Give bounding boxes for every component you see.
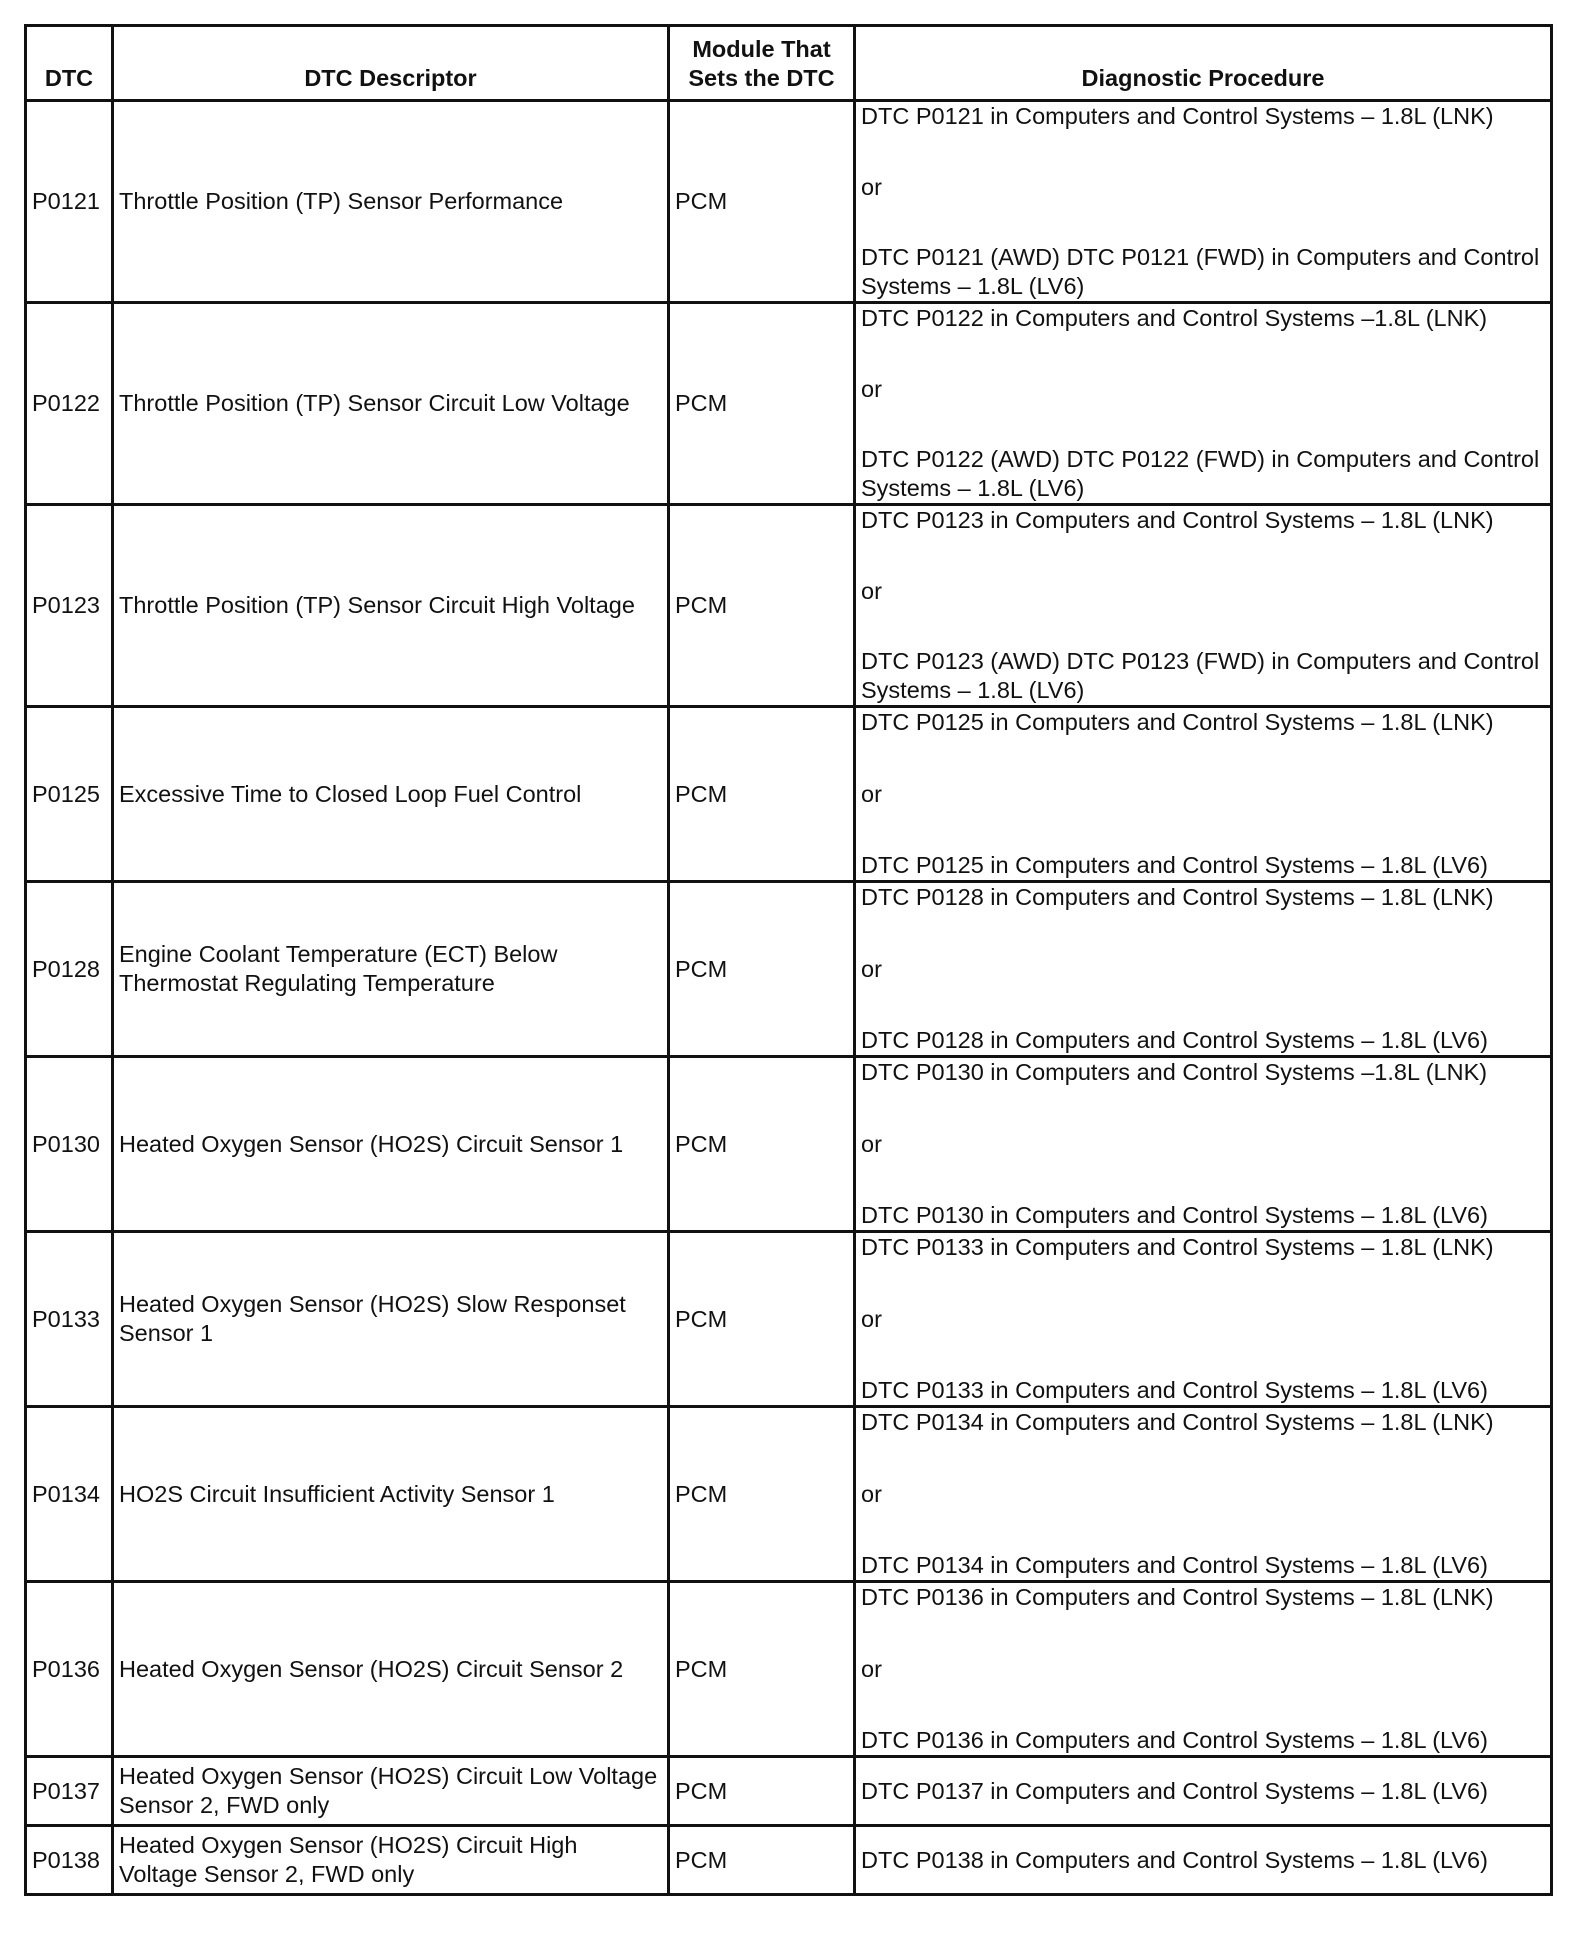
procedure-first: DTC P0125 in Computers and Control Systems – 1.8L (LNK) xyxy=(861,709,1494,735)
dtc-table xyxy=(24,24,1553,1896)
dtc-module: PCM xyxy=(669,707,855,882)
header-module-line2: Sets the DTC xyxy=(688,65,835,91)
header-dtc: DTC xyxy=(26,26,113,101)
procedure-second: DTC P0128 in Computers and Control Systems – 1.8L (LV6) xyxy=(861,1027,1488,1053)
procedure-first: DTC P0121 in Computers and Control Systems – 1.8L (LNK) xyxy=(861,103,1494,129)
procedure-first: DTC P0133 in Computers and Control Systems – 1.8L (LNK) xyxy=(861,1234,1494,1260)
dtc-code: P0136 xyxy=(26,1582,113,1757)
procedure-second: DTC P0121 (AWD) DTC P0121 (FWD) in Computers and Control Systems – 1.8L (LV6) xyxy=(861,244,1540,299)
dtc-module: PCM xyxy=(669,1232,855,1407)
procedure-or: or xyxy=(861,1480,882,1507)
table-row xyxy=(26,101,1552,303)
dtc-code: P0130 xyxy=(26,1057,113,1232)
dtc-descriptor: Throttle Position (TP) Sensor Circuit Low Voltage xyxy=(113,303,669,505)
procedure-second: DTC P0130 in Computers and Control Systems – 1.8L (LV6) xyxy=(861,1202,1488,1228)
dtc-descriptor: HO2S Circuit Insufficient Activity Sensor 1 xyxy=(113,1407,669,1582)
dtc-code: P0123 xyxy=(26,505,113,707)
dtc-module: PCM xyxy=(669,1407,855,1582)
header-module xyxy=(669,26,855,101)
procedure-first: DTC P0128 in Computers and Control Systems – 1.8L (LNK) xyxy=(861,884,1494,910)
diagnostic-procedure xyxy=(855,1582,1552,1757)
dtc-code: P0137 xyxy=(26,1757,113,1826)
procedure-second: DTC P0133 in Computers and Control Systems – 1.8L (LV6) xyxy=(861,1377,1488,1403)
dtc-descriptor: Engine Coolant Temperature (ECT) Below Thermostat Regulating Temperature xyxy=(113,882,669,1057)
procedure-or: or xyxy=(861,955,882,982)
table-row xyxy=(26,882,1552,1057)
header-descriptor: DTC Descriptor xyxy=(113,26,669,101)
procedure-second: DTC P0123 (AWD) DTC P0123 (FWD) in Computers and Control Systems – 1.8L (LV6) xyxy=(861,648,1540,703)
procedure-first: DTC P0130 in Computers and Control Systems –1.8L (LNK) xyxy=(861,1059,1488,1085)
dtc-descriptor: Heated Oxygen Sensor (HO2S) Slow Responset Sensor 1 xyxy=(113,1232,669,1407)
dtc-code: P0128 xyxy=(26,882,113,1057)
diagnostic-procedure: DTC P0137 in Computers and Control Systems – 1.8L (LV6) xyxy=(855,1757,1552,1826)
dtc-code: P0134 xyxy=(26,1407,113,1582)
diagnostic-procedure xyxy=(855,707,1552,882)
procedure-first: DTC P0136 in Computers and Control Systems – 1.8L (LNK) xyxy=(861,1584,1494,1610)
diagnostic-procedure xyxy=(855,1232,1552,1407)
dtc-module: PCM xyxy=(669,505,855,707)
header-procedure: Diagnostic Procedure xyxy=(855,26,1552,101)
procedure-second: DTC P0136 in Computers and Control Systems – 1.8L (LV6) xyxy=(861,1727,1488,1753)
table-row xyxy=(26,1582,1552,1757)
dtc-descriptor: Heated Oxygen Sensor (HO2S) Circuit High Voltage Sensor 2, FWD only xyxy=(113,1826,669,1895)
dtc-code: P0121 xyxy=(26,101,113,303)
dtc-descriptor: Throttle Position (TP) Sensor Performance xyxy=(113,101,669,303)
procedure-second: DTC P0125 in Computers and Control Systems – 1.8L (LV6) xyxy=(861,852,1488,878)
procedure-or: or xyxy=(861,375,882,402)
dtc-code: P0138 xyxy=(26,1826,113,1895)
dtc-code: P0122 xyxy=(26,303,113,505)
dtc-descriptor: Heated Oxygen Sensor (HO2S) Circuit Sensor 1 xyxy=(113,1057,669,1232)
dtc-module: PCM xyxy=(669,1826,855,1895)
procedure-second: DTC P0134 in Computers and Control Systems – 1.8L (LV6) xyxy=(861,1552,1488,1578)
dtc-module: PCM xyxy=(669,1757,855,1826)
diagnostic-procedure xyxy=(855,505,1552,707)
dtc-code: P0125 xyxy=(26,707,113,882)
procedure-first: DTC P0122 in Computers and Control Systems –1.8L (LNK) xyxy=(861,305,1488,331)
dtc-descriptor: Throttle Position (TP) Sensor Circuit High Voltage xyxy=(113,505,669,707)
header-module-line1: Module That xyxy=(692,36,831,62)
procedure-first: DTC P0123 in Computers and Control Systems – 1.8L (LNK) xyxy=(861,507,1494,533)
table-row xyxy=(26,505,1552,707)
diagnostic-procedure xyxy=(855,1407,1552,1582)
procedure-or: or xyxy=(861,1655,882,1682)
table-row xyxy=(26,1757,1552,1826)
dtc-module: PCM xyxy=(669,303,855,505)
diagnostic-procedure xyxy=(855,303,1552,505)
dtc-module: PCM xyxy=(669,1582,855,1757)
diagnostic-procedure xyxy=(855,1057,1552,1232)
table-header-row xyxy=(26,26,1552,101)
procedure-second: DTC P0122 (AWD) DTC P0122 (FWD) in Computers and Control Systems – 1.8L (LV6) xyxy=(861,446,1540,501)
procedure-or: or xyxy=(861,173,882,200)
procedure-or: or xyxy=(861,780,882,807)
dtc-code: P0133 xyxy=(26,1232,113,1407)
procedure-or: or xyxy=(861,1130,882,1157)
table-row xyxy=(26,1057,1552,1232)
table-row xyxy=(26,303,1552,505)
table-row xyxy=(26,707,1552,882)
table-row xyxy=(26,1232,1552,1407)
diagnostic-procedure: DTC P0138 in Computers and Control Systems – 1.8L (LV6) xyxy=(855,1826,1552,1895)
diagnostic-procedure xyxy=(855,882,1552,1057)
dtc-module: PCM xyxy=(669,101,855,303)
procedure-or: or xyxy=(861,1305,882,1332)
table-row xyxy=(26,1407,1552,1582)
procedure-first: DTC P0134 in Computers and Control Systems – 1.8L (LNK) xyxy=(861,1409,1494,1435)
dtc-descriptor: Heated Oxygen Sensor (HO2S) Circuit Sensor 2 xyxy=(113,1582,669,1757)
dtc-module: PCM xyxy=(669,882,855,1057)
dtc-descriptor: Excessive Time to Closed Loop Fuel Control xyxy=(113,707,669,882)
table-row xyxy=(26,1826,1552,1895)
diagnostic-procedure xyxy=(855,101,1552,303)
dtc-module: PCM xyxy=(669,1057,855,1232)
procedure-or: or xyxy=(861,577,882,604)
dtc-descriptor: Heated Oxygen Sensor (HO2S) Circuit Low Voltage Sensor 2, FWD only xyxy=(113,1757,669,1826)
